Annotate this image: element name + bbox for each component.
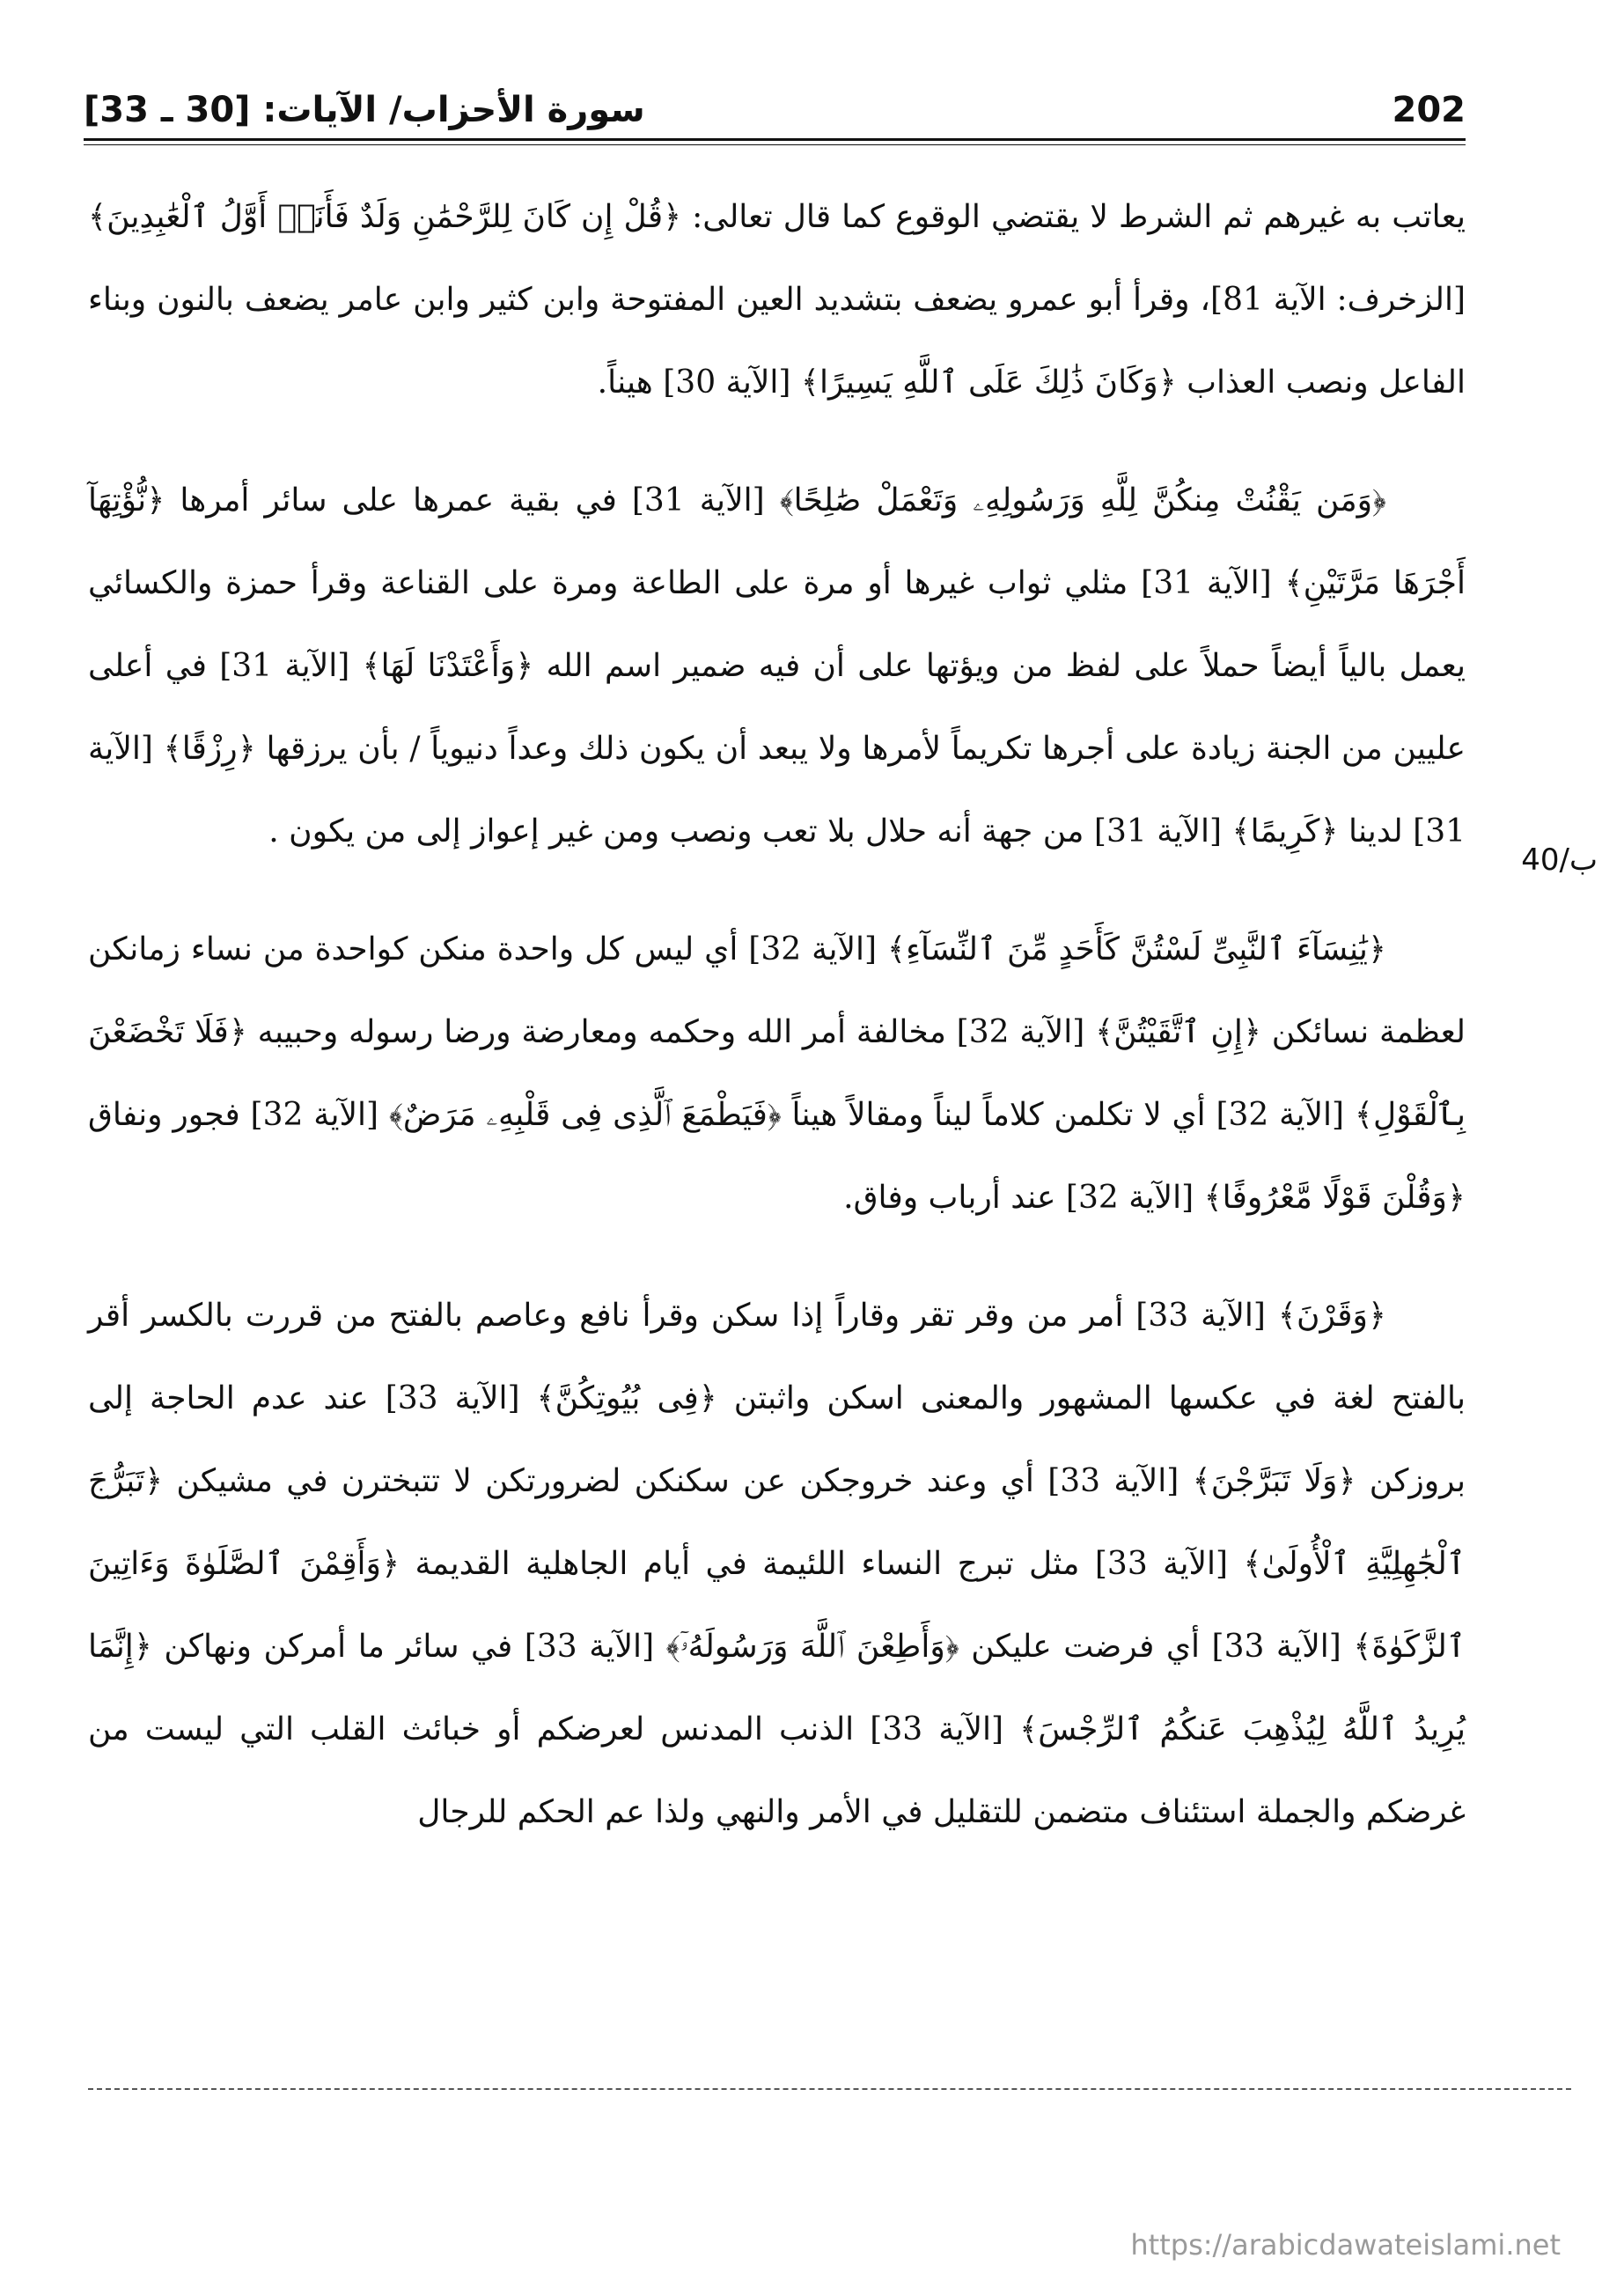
body-text xyxy=(88,176,1466,1889)
manuscript-folio-note: 40/ب xyxy=(1521,842,1598,878)
page-number: 202 xyxy=(1392,90,1466,130)
paragraph: يعاتب به غيرهم ثم الشرط لا يقتضي الوقوع كما قال تعالى: ﴿قُلْ إِن كَانَ لِلرَّحْمَٰنِ وَلَدٌ فَأَنَا۠ أَوَّلُ ٱلْعَٰبِدِينَ﴾ [الزخرف: الآية 81]، وقرأ أبو عمرو يضعف بتشديد العين المفتوحة وابن كثير وابن عامر يضعف بالنون وبناء الفاعل ونصب العذاب ﴿وَكَانَ ذَٰلِكَ عَلَى ٱللَّهِ يَسِيرًا﴾ [الآية 30] هيناً. xyxy=(88,199,1466,401)
paragraph: ﴿يَٰنِسَآءَ ٱلنَّبِىِّ لَسْتُنَّ كَأَحَدٍ مِّنَ ٱلنِّسَآءِ﴾ [الآية 32] أي ليس كل واحدة منكن كواحدة من نساء زمانكن لعظمة نسائكن ﴿إِنِ ٱتَّقَيْتُنَّ﴾ [الآية 32] مخالفة أمر الله وحكمه ومعارضة ورضا رسوله وحبيبه ﴿فَلَا تَخْضَعْنَ بِٱلْقَوْلِ﴾ [الآية 32] أي لا تكلمن كلاماً ليناً ومقالاً هيناً ﴿فَيَطْمَعَ ٱلَّذِى فِى قَلْبِهِۦ مَرَضٌ﴾ [الآية 32] فجور ونفاق ﴿وَقُلْنَ قَوْلًا مَّعْرُوفًا﴾ [الآية 32] عند أرباب وفاق. xyxy=(88,931,1466,1216)
header-rule-thin xyxy=(84,144,1466,145)
running-title: سورة الأحزاب/ الآيات: [30 ـ 33] xyxy=(84,90,645,130)
paragraph: ﴿وَمَن يَقْنُتْ مِنكُنَّ لِلَّهِ وَرَسُولِهِۦ وَتَعْمَلْ صَٰلِحًا﴾ [الآية 31] في بقية عمرها على سائر أمرها ﴿نُّؤْتِهَآ أَجْرَهَا مَرَّتَيْنِ﴾ [الآية 31] مثلي ثواب غيرها أو مرة على الطاعة ومرة على القناعة وقرأ حمزة والكسائي يعمل بالياً أيضاً حملاً على لفظ من ويؤتها على أن فيه ضمير اسم الله ﴿وَأَعْتَدْنَا لَهَا﴾ [الآية 31] في أعلى عليين من الجنة زيادة على أجرها تكريماً لأمرها ولا يبعد أن يكون ذلك وعداً دنيوياً / بأن يرزقها ﴿رِزْقًا﴾ [الآية 31] لدينا ﴿كَرِيمًا﴾ [الآية 31] من جهة أنه حلال بلا تعب ونصب ومن غير إعواز إلى من يكون . xyxy=(88,482,1466,850)
paragraph: ﴿وَقَرْنَ﴾ [الآية 33] أمر من وقر تقر وقاراً إذا سكن وقرأ نافع وعاصم بالفتح من قررت بالكسر أقر بالفتح لغة في عكسها المشهور والمعنى اسكن واثبتن ﴿فِى بُيُوتِكُنَّ﴾ [الآية 33] عند عدم الحاجة إلى بروزكن ﴿وَلَا تَبَرَّجْنَ﴾ [الآية 33] أي وعند خروجكن عن سكنكن لضرورتكن لا تتبخترن في مشيكن ﴿تَبَرُّجَ ٱلْجَٰهِلِيَّةِ ٱلْأُولَىٰ﴾ [الآية 33] مثل تبرج النساء اللئيمة في أيام الجاهلية القديمة ﴿وَأَقِمْنَ ٱلصَّلَوٰةَ وَءَاتِينَ ٱلزَّكَوٰةَ﴾ [الآية 33] أي فرضت عليكن ﴿وَأَطِعْنَ ٱللَّهَ وَرَسُولَهُۥٓ﴾ [الآية 33] في سائر ما أمركن ونهاكن ﴿إِنَّمَا يُرِيدُ ٱللَّهُ لِيُذْهِبَ عَنكُمُ ٱلرِّجْسَ﴾ [الآية 33] الذنب المدنس لعرضكم أو خبائث القلب التي ليست من غرضكم والجملة استئناف متضمن للتقليل في الأمر والنهي ولذا عم الحكم للرجال xyxy=(88,1298,1466,1830)
page-header xyxy=(84,77,1466,130)
source-watermark: https://arabicdawateislami.net xyxy=(1130,2228,1561,2262)
header-rule xyxy=(84,138,1466,141)
scan-artifact-line xyxy=(88,2088,1571,2090)
